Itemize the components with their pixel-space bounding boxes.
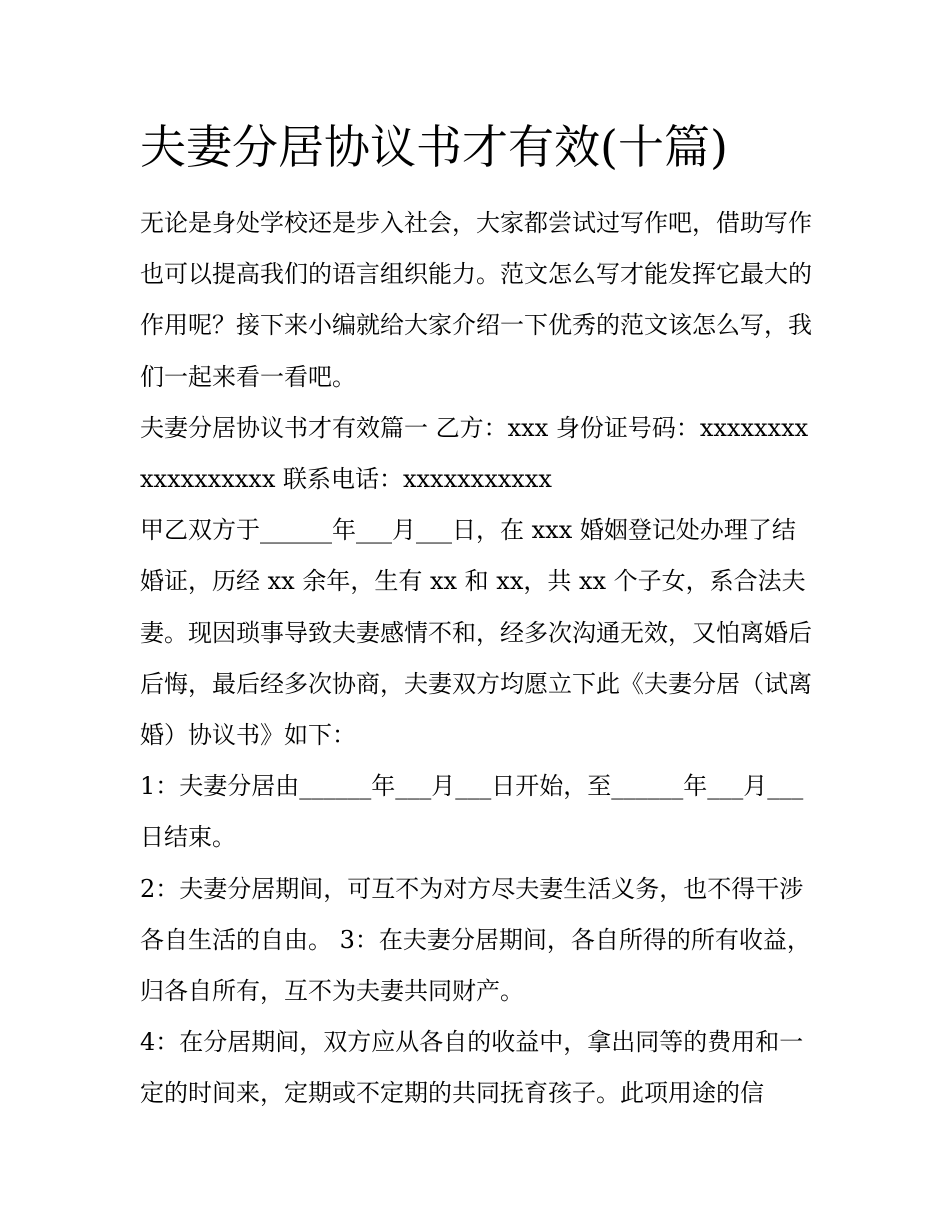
clause-1-paragraph: 1：夫妻分居由______年___月___日开始，至______年___月___日结束。 xyxy=(140,772,804,852)
background-paragraph: 甲乙双方于______年___月___日，在 xxx 婚姻登记处办理了结婚证，历经 xx 余年，生有 xx 和 xx，共 xx 个子女，系合法夫妻。现因琐事导致夫妻感情不和，经多次沟通无效，又怕离婚后后悔，最后经多次协商，夫妻双方均愿立下此《夫妻分居（试离婚）协议书》如下： xyxy=(140,516,812,750)
clause-4-paragraph: 4：在分居期间，双方应从各自的收益中，拿出同等的费用和一定的时间来，定期或不定期的共同抚育孩子。此项用途的信 xyxy=(140,1028,804,1108)
party-info-paragraph: 夫妻分居协议书才有效篇一 乙方：xxx 身份证号码：xxxxxxxxxxxxxxxxxx 联系电话：xxxxxxxxxxx xyxy=(140,413,809,494)
page-title: 夫妻分居协议书才有效(十篇) xyxy=(140,120,728,174)
intro-paragraph: 无论是身处学校还是步入社会，大家都尝试过写作吧，借助写作也可以提高我们的语言组织能力。范文怎么写才能发挥它最大的作用呢？接下来小编就给大家介绍一下优秀的范文该怎么写，我们一起来看一看吧。 xyxy=(140,209,812,391)
clause-2-3-paragraph: 2：夫妻分居期间，可互不为对方尽夫妻生活义务，也不得干涉各自生活的自由。 3：在夫妻分居期间，各自所得的所有收益，归各自所有，互不为夫妻共同财产。 xyxy=(140,874,811,1006)
document-body xyxy=(140,198,816,1120)
